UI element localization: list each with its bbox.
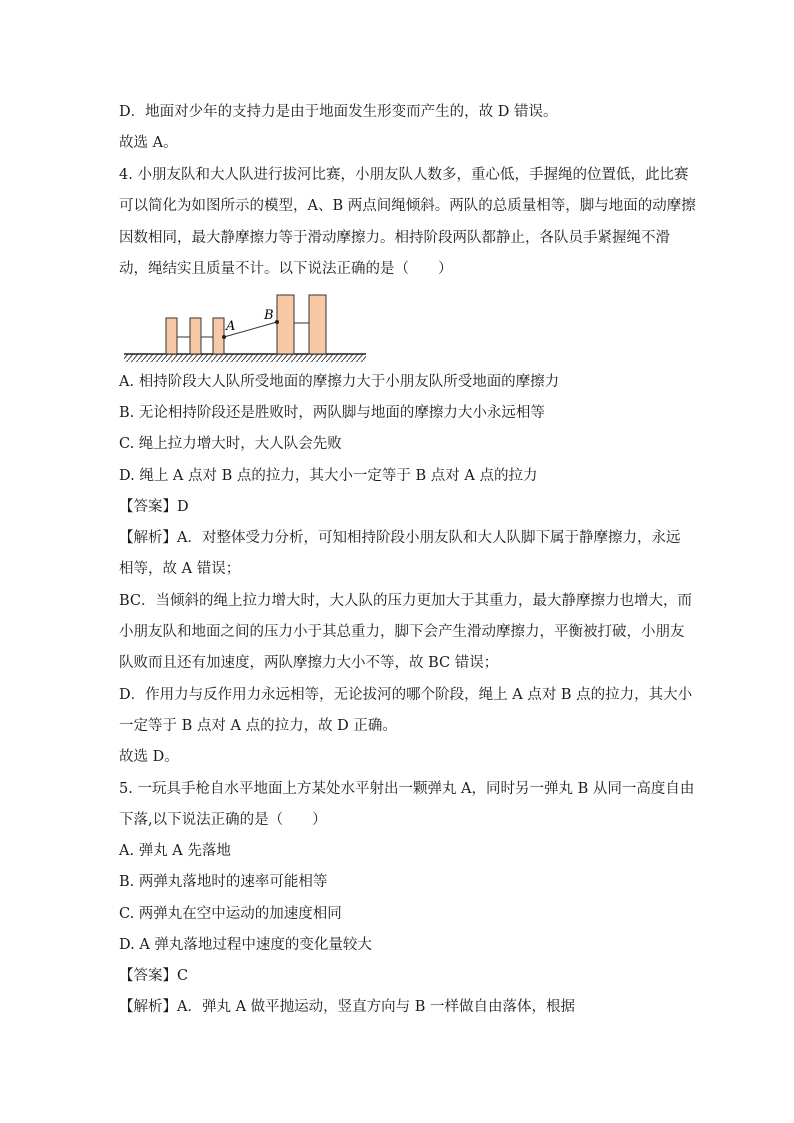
adult-block-1: [277, 295, 294, 354]
q4-option-c: C. 绳上拉力增大时，大人队会先败: [119, 436, 342, 452]
q4-analysis-line-3: BC．当倾斜的绳上拉力增大时，大人队的压力更加大于其重力，最大静摩擦力也增大，而: [119, 593, 693, 609]
q4-analysis-line-4: 小朋友队和地面之间的压力小于其总重力，脚下会产生滑动摩擦力，平衡被打破，小朋友: [119, 624, 685, 640]
q4-option-a: A. 相持阶段大人队所受地面的摩擦力大于小朋友队所受地面的摩擦力: [119, 374, 560, 390]
q4-analysis-line-8: 故选 D。: [119, 749, 179, 765]
q5-option-c: C. 两弹丸在空中运动的加速度相同: [119, 906, 342, 922]
q4-analysis-line-7: 一定等于 B 点对 A 点的拉力，故 D 正确。: [119, 718, 397, 734]
q4-option-b: B. 无论相持阶段还是胜败时，两队脚与地面的摩擦力大小永远相等: [119, 405, 545, 421]
q4-stem-line-3: 因数相同，最大静摩擦力等于滑动摩擦力。相持阶段两队都静止，各队员手紧握绳不滑: [119, 230, 670, 246]
q4-stem-line-1: 4. 小朋友队和大人队进行拔河比赛，小朋友队人数多，重心低，手握绳的位置低，此比赛: [119, 167, 689, 183]
kid-block-2: [190, 318, 201, 354]
q3-option-d-explanation: D．地面对少年的支持力是由于地面发生形变而产生的，故 D 错误。: [119, 104, 558, 120]
q3-conclusion: 故选 A。: [119, 135, 178, 151]
q4-stem-line-4: 动，绳结实且质量不计。以下说法正确的是（ ）: [119, 261, 453, 277]
q4-analysis-line-6: D．作用力与反作用力永远相等，无论拔河的哪个阶段，绳上 A 点对 B 点的拉力，其大小: [119, 687, 693, 703]
q4-stem-line-2: 可以简化为如图所示的模型，A、B 两点间绳倾斜。两队的总质量相等，脚与地面的动摩擦: [119, 198, 696, 214]
ground-hatching: [124, 354, 366, 362]
kid-block-1: [166, 318, 177, 354]
q5-stem-line-1: 5. 一玩具手枪自水平地面上方某处水平射出一颗弹丸 A，同时另一弹丸 B 从同一高度自由: [119, 781, 695, 797]
q4-analysis-line-5: 队败而且还有加速度，两队摩擦力大小不等，故 BC 错误；: [119, 655, 499, 671]
q5-option-a: A. 弹丸 A 先落地: [119, 843, 231, 859]
q5-answer: 【答案】C: [119, 968, 189, 984]
point-a: [222, 335, 226, 339]
q5-stem-line-2: 下落,以下说法正确的是（ ）: [119, 812, 327, 828]
q5-option-b: B. 两弹丸落地时的速率可能相等: [119, 874, 328, 890]
q5-analysis-line-1: 【解析】A．弹丸 A 做平抛运动，竖直方向与 B 一样做自由落体，根据: [119, 999, 576, 1015]
q4-analysis-line-2: 相等，故 A 错误；: [119, 561, 241, 577]
label-b: B: [264, 308, 274, 323]
point-b: [275, 320, 279, 324]
q4-answer: 【答案】D: [119, 499, 189, 515]
q4-option-d: D. 绳上 A 点对 B 点的拉力，其大小一定等于 B 点对 A 点的拉力: [119, 468, 538, 484]
adult-block-2: [309, 295, 326, 354]
q5-option-d: D. A 弹丸落地过程中速度的变化量较大: [119, 937, 372, 953]
tug-of-war-figure: [118, 288, 374, 368]
q4-analysis-line-1: 【解析】A．对整体受力分析，可知相持阶段小朋友队和大人队脚下属于静摩擦力，永远: [119, 530, 681, 546]
label-a: A: [226, 319, 236, 334]
